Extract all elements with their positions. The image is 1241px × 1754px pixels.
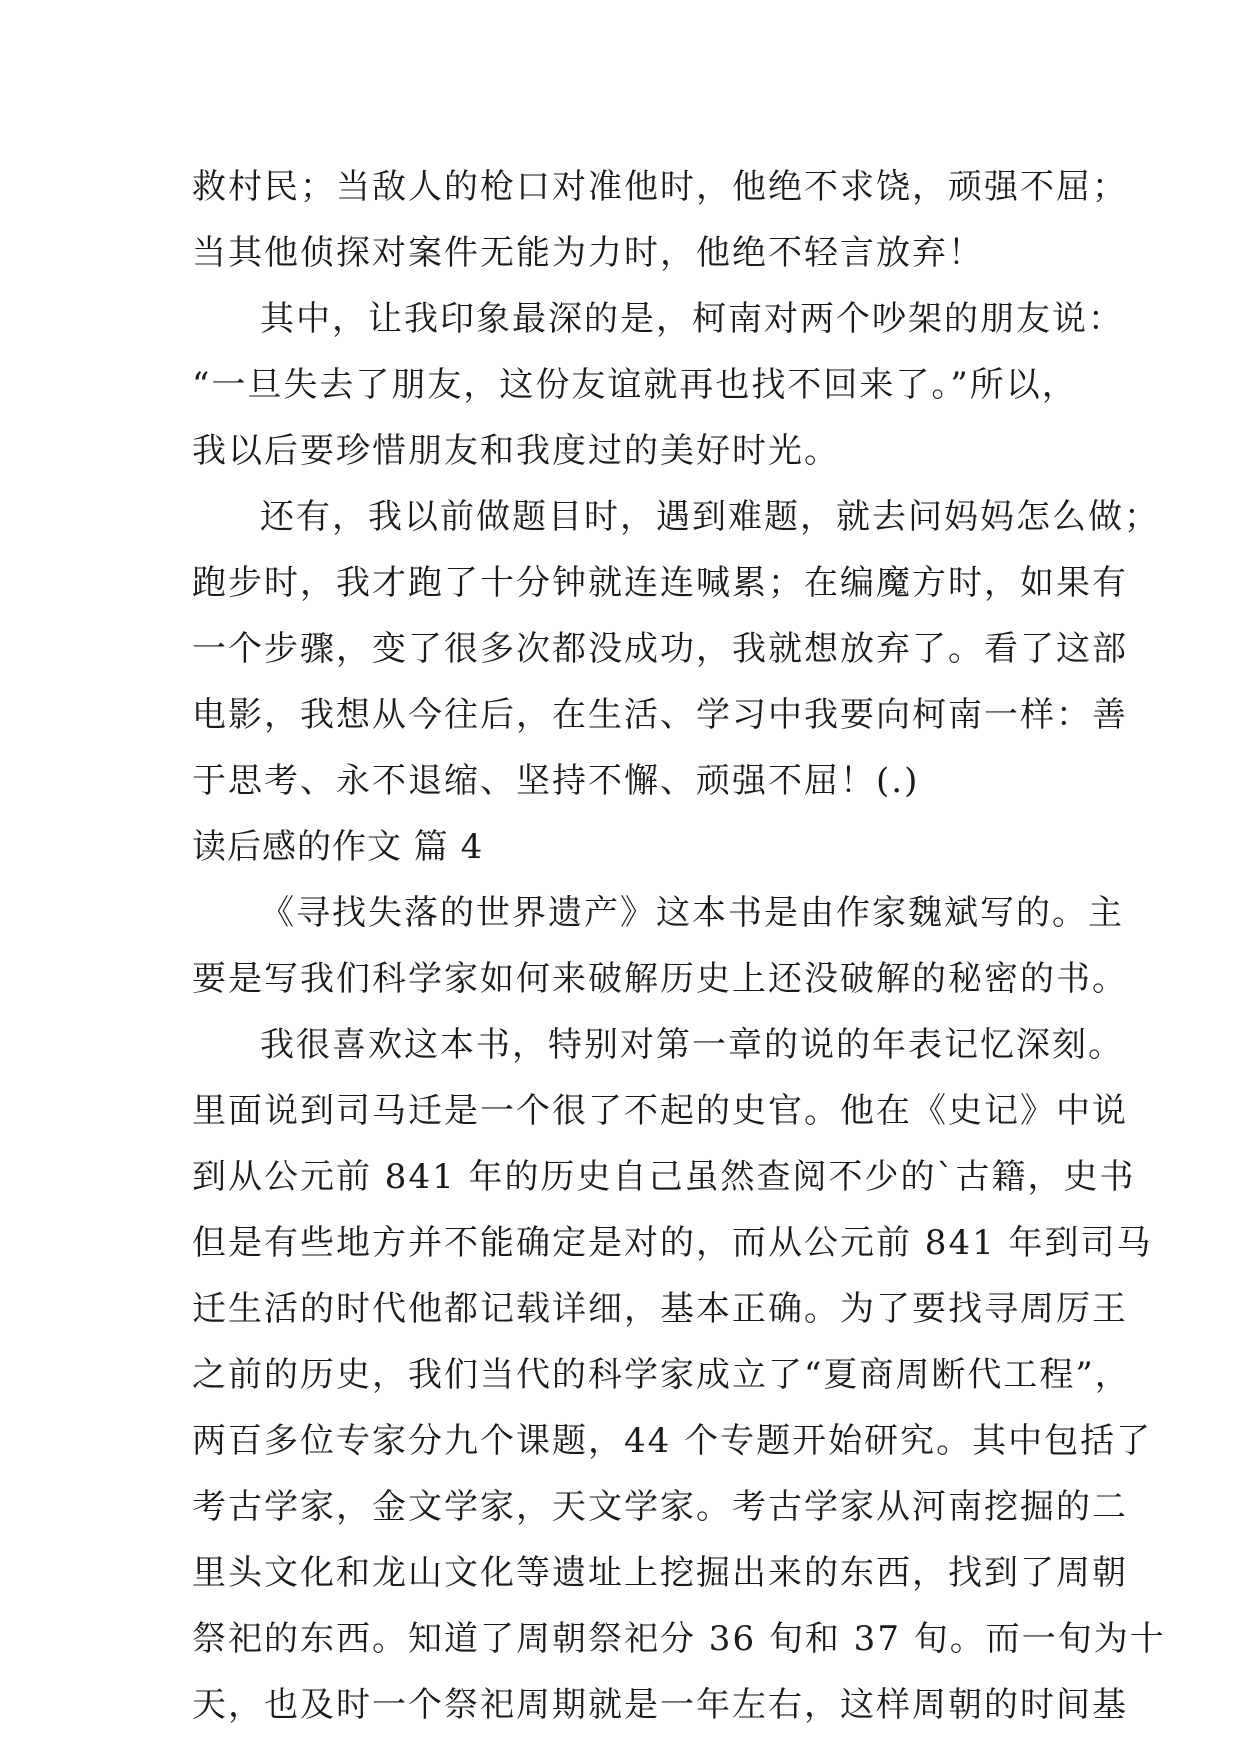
body-line: 一个步骤，变了很多次都没成功，我就想放弃了。看了这部 (192, 629, 1128, 669)
body-line: 到从公元前 841 年的历史自己虽然查阅不少的`古籍，史书 (192, 1157, 1136, 1197)
body-line: 我以后要珍惜朋友和我度过的美好时光。 (192, 431, 840, 471)
body-line: 当其他侦探对案件无能为力时，他绝不轻言放弃！ (192, 233, 984, 273)
body-line: “一旦失去了朋友，这份友谊就再也找不回来了。”所以， (192, 365, 1078, 405)
section-heading: 读后感的作文 篇 4 (192, 827, 484, 867)
body-line: 之前的历史，我们当代的科学家成立了“夏商周断代工程”， (192, 1355, 1131, 1395)
body-line: 两百多位专家分九个课题，44 个专题开始研究。其中包括了 (192, 1421, 1153, 1461)
body-line: 里头文化和龙山文化等遗址上挖掘出来的东西，找到了周朝 (192, 1553, 1128, 1593)
paragraph-first-line: 我很喜欢这本书，特别对第一章的说的年表记忆深刻。 (260, 1025, 1124, 1065)
paragraph-first-line: 还有，我以前做题目时，遇到难题，就去问妈妈怎么做； (260, 497, 1160, 537)
body-line: 跑步时，我才跑了十分钟就连连喊累；在编魔方时，如果有 (192, 563, 1128, 603)
paragraph-first-line: 其中，让我印象最深的是，柯南对两个吵架的朋友说： (260, 299, 1124, 339)
body-line: 天，也及时一个祭祀周期就是一年左右，这样周朝的时间基 (192, 1685, 1128, 1725)
body-line: 里面说到司马迁是一个很了不起的史官。他在《史记》中说 (192, 1091, 1128, 1131)
document-body (192, 154, 1166, 1738)
body-line: 救村民；当敌人的枪口对准他时，他绝不求饶，顽强不屈； (192, 167, 1128, 207)
paragraph-first-line: 《寻找失落的世界遗产》这本书是由作家魏斌写的。主 (260, 893, 1124, 933)
body-line: 要是写我们科学家如何来破解历史上还没破解的秘密的书。 (192, 959, 1128, 999)
body-line: 电影，我想从今往后，在生活、学习中我要向柯南一样：善 (192, 695, 1128, 735)
body-line: 祭祀的东西。知道了周朝祭祀分 36 旬和 37 旬。而一旬为十 (192, 1619, 1166, 1659)
body-line: 迁生活的时代他都记载详细，基本正确。为了要找寻周厉王 (192, 1289, 1128, 1329)
body-line: 但是有些地方并不能确定是对的，而从公元前 841 年到司马 (192, 1223, 1153, 1263)
body-line: 于思考、永不退缩、坚持不懈、顽强不屈！(.) (192, 761, 920, 801)
body-line: 考古学家，金文学家，天文学家。考古学家从河南挖掘的二 (192, 1487, 1128, 1527)
